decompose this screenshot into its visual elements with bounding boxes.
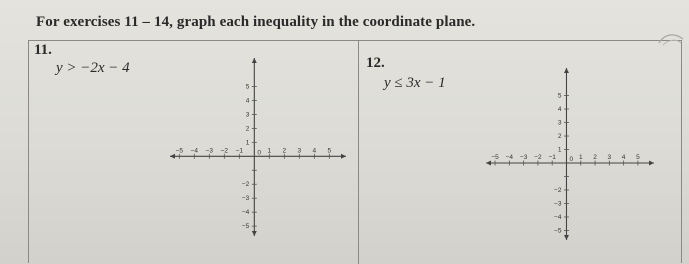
plane-11-y-tick-label: 3 — [245, 111, 250, 119]
plane-11-x-tick-label: 1 — [267, 147, 272, 155]
plane-11-y-tick-label: 5 — [245, 83, 250, 91]
plane-12-x-tick-label: −4 — [505, 154, 514, 161]
plane-12-y-arrow-down — [564, 235, 569, 240]
plane-12-y-tick-label: 5 — [557, 92, 562, 100]
plane-11-x-tick-label: −3 — [205, 147, 214, 155]
plane-12-x-tick-label: −3 — [519, 154, 528, 161]
plane-12-y-tick-label: −5 — [554, 227, 562, 235]
plane-11-x-tick-label: 3 — [297, 147, 302, 155]
plane-11-x-arrow-left — [170, 154, 175, 159]
plane-12-x-tick-label: −1 — [548, 154, 556, 161]
plane-12-y-tick-label: 1 — [557, 146, 562, 154]
plane-11-x-tick-label: 2 — [282, 147, 287, 155]
exercise-12-inequality: y ≤ 3x − 1 — [384, 75, 446, 91]
exercise-11-inequality: y > −2x − 4 — [56, 60, 130, 76]
plane-12-y-tick-label: 4 — [557, 106, 562, 114]
plane-12-x-arrow-right — [649, 161, 654, 166]
exercise-12-coordinate-plane[interactable] — [482, 64, 658, 244]
plane-11-y-arrow-down — [252, 231, 257, 236]
plane-11-y-tick-label: 1 — [245, 139, 250, 147]
plane-12-y-tick-label: 3 — [557, 119, 562, 127]
plane-12-y-arrow-up — [564, 68, 569, 73]
plane-11-y-tick-label: 2 — [245, 125, 250, 133]
plane-11-x-tick-label: 5 — [327, 147, 332, 155]
plane-11-x-tick-label: −1 — [235, 147, 244, 155]
table-divider — [358, 40, 359, 264]
plane-12-x-tick-label: 3 — [607, 154, 612, 161]
plane-11-y-tick-label: −3 — [241, 195, 250, 203]
plane-12-y-tick-label: −4 — [554, 213, 562, 221]
plane-11-y-arrow-up — [252, 58, 257, 63]
exercise-11-number: 11. — [34, 42, 52, 58]
plane-11-x-tick-label: −2 — [220, 147, 229, 155]
curl-icon — [657, 31, 685, 49]
plane-11-x-tick-label: 4 — [312, 147, 317, 155]
plane-12-x-tick-label: 4 — [621, 154, 626, 161]
exercise-11-coordinate-plane[interactable] — [166, 54, 350, 240]
plane-11-x-tick-label: −4 — [190, 147, 199, 155]
plane-12-y-tick-label: −2 — [554, 186, 562, 194]
plane-11-y-tick-label: −4 — [241, 209, 250, 217]
plane-12-x-tick-label: −2 — [534, 154, 542, 161]
instructions-text: For exercises 11 – 14, graph each inequality in the coordinate plane. — [36, 14, 476, 30]
plane-12-x-tick-label: 2 — [593, 154, 597, 161]
plane-11-x-tick-label: −5 — [175, 147, 184, 155]
exercise-12-number: 12. — [366, 55, 385, 71]
plane-12-origin-label: 0 — [569, 156, 574, 163]
plane-11-y-tick-label: −2 — [241, 181, 250, 189]
plane-11-y-tick-label: −5 — [241, 223, 250, 231]
plane-12-y-tick-label: −3 — [554, 200, 562, 208]
plane-12-x-tick-label: 5 — [636, 154, 640, 161]
plane-12-x-arrow-left — [486, 161, 491, 166]
plane-12-y-tick-label: 2 — [557, 133, 562, 141]
plane-12-x-tick-label: 1 — [578, 154, 583, 161]
plane-11-y-tick-label: 4 — [245, 97, 250, 105]
plane-11-origin-label: 0 — [257, 149, 261, 157]
plane-12-x-tick-label: −5 — [491, 154, 499, 161]
plane-11-x-arrow-right — [341, 154, 346, 159]
